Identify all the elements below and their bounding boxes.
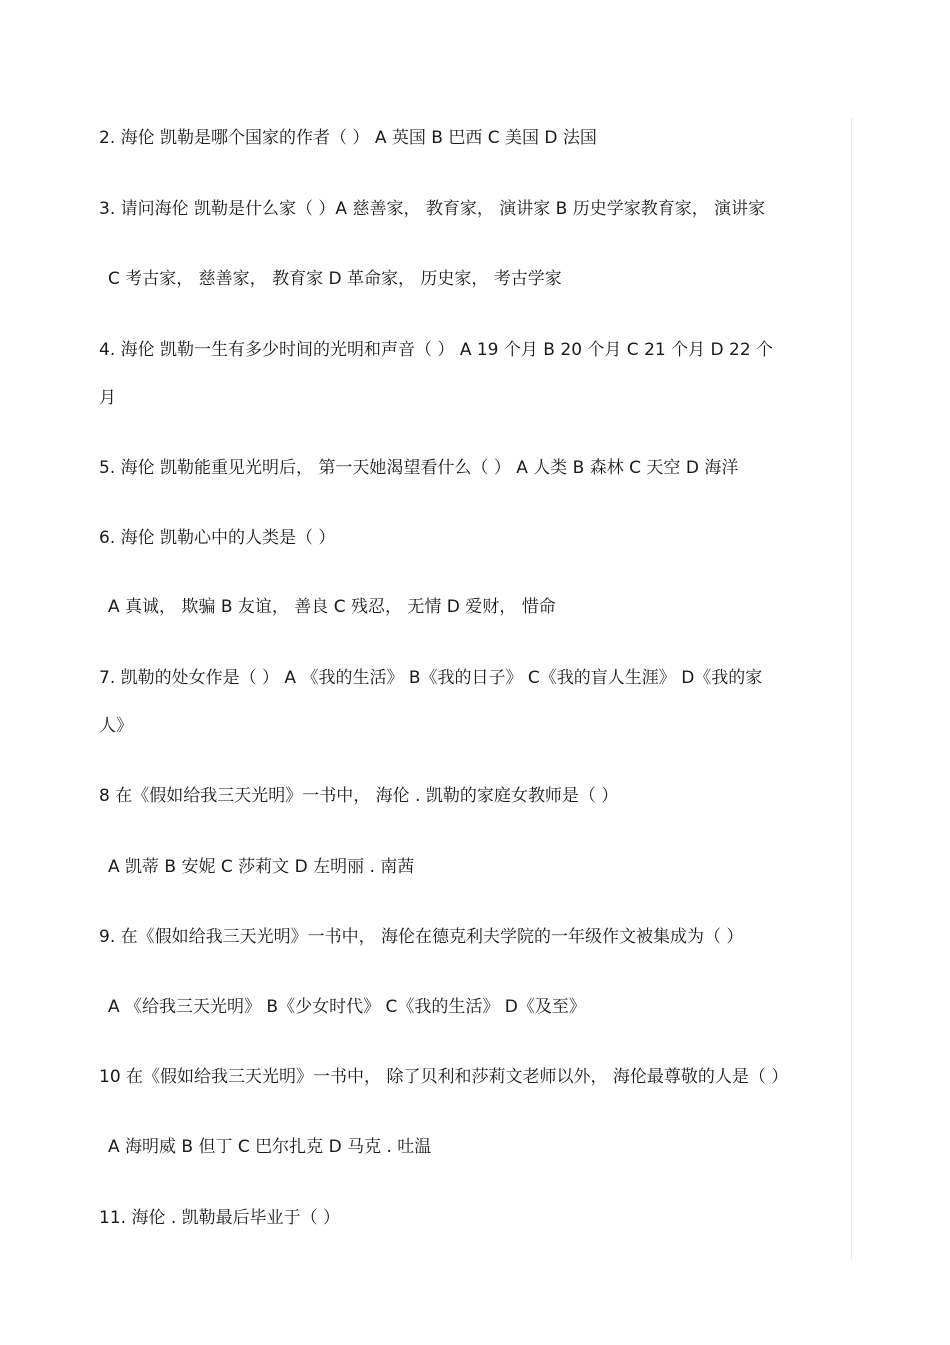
question-7-line: 7. 凯勒的处女作是（ ） A 《我的生活》 B《我的日子》 C《我的盲人生涯》 D《我的家 bbox=[99, 668, 763, 688]
question-10-options-line: A 海明威 B 但丁 C 巴尔扎克 D 马克 . 吐温 bbox=[108, 1137, 432, 1157]
question-6-options-line: A 真诚， 欺骗 B 友谊， 善良 C 残忍， 无情 D 爱财， 惜命 bbox=[108, 597, 556, 617]
question-9-options-line: A 《给我三天光明》 B《少女时代》 C《我的生活》 D《及至》 bbox=[108, 997, 586, 1017]
question-6-line: 6. 海伦 凯勒心中的人类是（ ） bbox=[99, 528, 336, 548]
question-4-continuation: 月 bbox=[99, 388, 116, 408]
question-8-line: 8 在《假如给我三天光明》一书中， 海伦 . 凯勒的家庭女教师是（ ） bbox=[99, 786, 619, 806]
question-3-line: 3. 请问海伦 凯勒是什么家（ ）A 慈善家， 教育家， 演讲家 B 历史学家教育家， 演讲家 bbox=[99, 199, 766, 219]
question-2-line: 2. 海伦 凯勒是哪个国家的作者（ ） A 英国 B 巴西 C 美国 D 法国 bbox=[99, 128, 597, 148]
question-11-line: 11. 海伦 . 凯勒最后毕业于（ ） bbox=[99, 1208, 341, 1228]
question-8-options-line: A 凯蒂 B 安妮 C 莎莉文 D 左明丽 . 南茜 bbox=[108, 857, 415, 877]
question-3-options-line: C 考古家， 慈善家， 教育家 D 革命家， 历史家， 考古学家 bbox=[108, 269, 562, 289]
question-5-line: 5. 海伦 凯勒能重见光明后， 第一天她渴望看什么（ ） A 人类 B 森林 C 天空 D 海洋 bbox=[99, 458, 739, 478]
question-4-line: 4. 海伦 凯勒一生有多少时间的光明和声音（ ） A 19 个月 B 20 个月 C 21 个月 D 22 个 bbox=[99, 340, 774, 360]
question-10-line: 10 在《假如给我三天光明》一书中， 除了贝利和莎莉文老师以外， 海伦最尊敬的人是（ ） bbox=[99, 1067, 789, 1087]
page-edge-rule bbox=[851, 118, 852, 1260]
question-7-continuation: 人》 bbox=[99, 716, 133, 736]
question-9-line: 9. 在《假如给我三天光明》一书中， 海伦在德克利夫学院的一年级作文被集成为（ ） bbox=[99, 927, 744, 947]
